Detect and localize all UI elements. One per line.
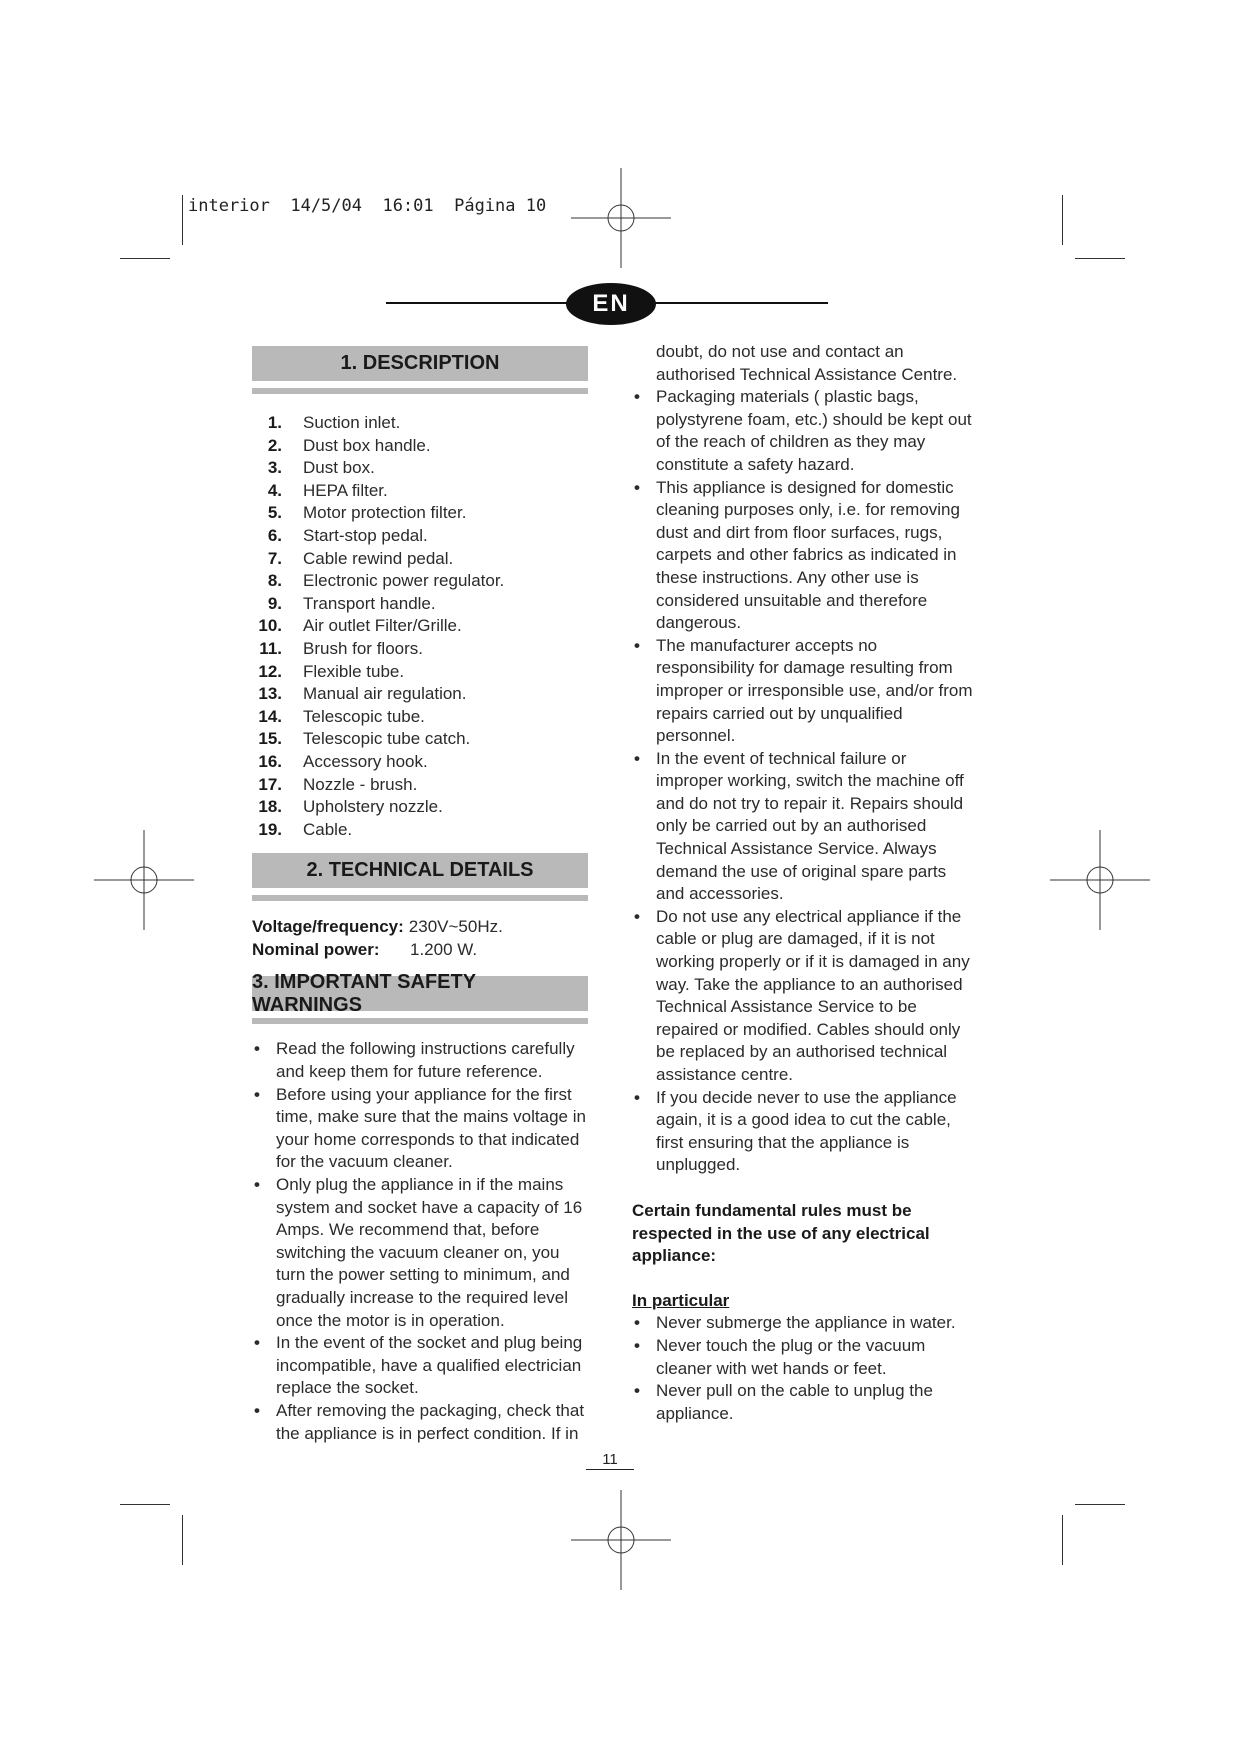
bullet-icon: •	[254, 1039, 260, 1059]
description-item	[252, 548, 588, 571]
bullet-text: Read the following instructions carefully and keep them for future reference.	[276, 1039, 575, 1082]
power-label: Nominal power:	[252, 939, 380, 959]
item-text: Telescopic tube catch.	[303, 729, 471, 749]
description-item	[252, 412, 588, 435]
bullet-icon: •	[254, 1084, 260, 1104]
item-text: Brush for floors.	[303, 638, 423, 658]
registration-mark-left	[94, 830, 194, 930]
bullet-text: Packaging materials ( plastic bags, polystyrene foam, etc.) should be kept out of the reach of children as they may constitute a safety hazard.	[656, 387, 972, 474]
item-text: Air outlet Filter/Grille.	[303, 616, 462, 636]
description-item	[252, 480, 588, 503]
voltage-value: 230V~50Hz.	[408, 917, 503, 937]
description-item	[252, 661, 588, 684]
bullet-text: Do not use any electrical appliance if the cable or plug are damaged, if it is not working properly or if it is damaged in any way. Take the appliance to an authorised Technical Assistance Service to be repaired or modified. Cables should only be replaced by an authorised technical assistance centre.	[656, 906, 970, 1084]
bullet-text: After removing the packaging, check that the appliance is in perfect condition. If in	[276, 1400, 585, 1443]
rules-heading: Certain fundamental rules must be respected in the use of any electrical appliance:	[632, 1200, 930, 1266]
crop-mark	[1062, 1515, 1063, 1565]
right-column	[632, 341, 977, 1425]
bullet-text: This appliance is designed for domestic cleaning purposes only, i.e. for removing dust and dirt from floor surfaces, rugs, carpets and other fabrics as indicated in these instructions. Any other use is considered unsuitable and therefore dangerous.	[656, 477, 960, 633]
item-text: HEPA filter.	[303, 480, 388, 500]
item-number: 15.	[258, 729, 282, 749]
description-item	[252, 683, 588, 706]
bullet-text: Only plug the appliance in if the mains system and socket have a capacity of 16 Amps. We recommend that, before switching the vacuum cleaner on, you turn the power setting to minimum, and gradually increase to the required level once the motor is in operation.	[276, 1175, 583, 1330]
description-item	[252, 457, 588, 480]
item-number: 3.	[267, 458, 282, 478]
bullet-icon: •	[634, 748, 640, 768]
description-item	[252, 706, 588, 729]
bullet-icon: •	[254, 1175, 260, 1195]
item-text: Cable rewind pedal.	[303, 548, 454, 568]
bullet-text: Before using your appliance for the first time, make sure that the mains voltage in your home corresponds to that indicated for the vacuum cleaner.	[276, 1084, 586, 1172]
bullet-icon: •	[634, 387, 640, 407]
bullet-icon: •	[634, 906, 640, 926]
in-particular-heading: In particular	[632, 1290, 730, 1310]
item-number: 9.	[267, 593, 282, 613]
bullet-icon: •	[634, 477, 640, 497]
item-number: 5.	[267, 503, 282, 523]
bullet-item	[632, 906, 977, 1087]
crop-mark	[1075, 1504, 1125, 1505]
bullet-icon: •	[634, 1335, 640, 1355]
item-text: Motor protection filter.	[303, 503, 467, 523]
description-item	[252, 728, 588, 751]
section-divider	[252, 388, 588, 394]
bullet-item	[632, 1087, 977, 1177]
bullet-text: In the event of technical failure or improper working, switch the machine off and do not try to repair it. Repairs should only be carried out by an authorised Technical Assistance Service. Always demand the use of original spare parts and accessories.	[656, 748, 964, 904]
bullet-text: Never submerge the appliance in water.	[656, 1313, 956, 1333]
tech-row-power	[252, 939, 588, 962]
item-text: Transport handle.	[303, 593, 436, 613]
item-number: 6.	[267, 525, 282, 545]
item-text: Nozzle - brush.	[303, 774, 418, 794]
item-text: Electronic power regulator.	[303, 571, 505, 591]
bullet-icon: •	[634, 635, 640, 655]
description-item	[252, 502, 588, 525]
crop-mark	[182, 195, 183, 245]
item-number: 7.	[267, 548, 282, 568]
item-number: 17.	[258, 774, 282, 794]
bullet-item	[632, 748, 977, 906]
item-text: Suction inlet.	[303, 413, 401, 432]
bullet-item	[252, 1332, 588, 1400]
item-number: 19.	[258, 819, 282, 839]
item-number: 8.	[267, 571, 282, 591]
section-heading-safety: 3. IMPORTANT SAFETY WARNINGS	[252, 976, 588, 1011]
left-column	[252, 346, 588, 1445]
registration-mark-right	[1050, 830, 1150, 930]
bullet-text: Never pull on the cable to unplug the appliance.	[656, 1381, 933, 1423]
crop-mark	[120, 258, 170, 259]
crop-mark	[1062, 195, 1063, 245]
bullet-item	[632, 1335, 977, 1380]
item-number: 12.	[258, 661, 282, 681]
description-item	[252, 638, 588, 661]
item-number: 13.	[258, 684, 282, 704]
item-text: Dust box handle.	[303, 435, 431, 455]
item-text: Accessory hook.	[303, 751, 428, 771]
description-item	[252, 593, 588, 616]
bullet-icon: •	[254, 1333, 260, 1353]
bullet-text: If you decide never to use the appliance again, it is a good idea to cut the cable, first ensuring that the appliance is unplugged.	[656, 1087, 957, 1175]
bullet-icon: •	[634, 1087, 640, 1107]
item-number: 16.	[258, 751, 282, 771]
technical-details	[252, 916, 588, 961]
item-number: 10.	[258, 616, 282, 636]
bullet-item	[632, 635, 977, 748]
item-number: 18.	[258, 797, 282, 817]
item-number: 4.	[267, 480, 282, 500]
section-heading-technical: 2. TECHNICAL DETAILS	[252, 853, 588, 888]
item-text: Telescopic tube.	[303, 706, 425, 726]
description-item	[252, 819, 588, 842]
bullet-item	[632, 386, 977, 476]
continuation-text: doubt, do not use and contact an authorised Technical Assistance Centre.	[656, 342, 958, 384]
bullet-item	[632, 1312, 977, 1335]
item-text: Dust box.	[303, 458, 375, 478]
description-list	[252, 412, 588, 841]
description-item	[252, 570, 588, 593]
item-text: Start-stop pedal.	[303, 525, 428, 545]
section-heading-description: 1. DESCRIPTION	[252, 346, 588, 381]
item-text: Manual air regulation.	[303, 684, 467, 704]
crop-mark	[1075, 258, 1125, 259]
crop-mark	[182, 1515, 183, 1565]
section-divider	[252, 1018, 588, 1024]
item-number: 11.	[259, 638, 282, 658]
bullet-text: Never touch the plug or the vacuum cleaner with wet hands or feet.	[656, 1335, 926, 1378]
crop-mark	[120, 1504, 170, 1505]
bullet-text: The manufacturer accepts no responsibility for damage resulting from improper or irresponsible use, and/or from repairs carried out by unqualified personnel.	[656, 635, 973, 746]
bullet-item	[252, 1400, 588, 1445]
description-item	[252, 796, 588, 819]
tech-row-voltage	[252, 916, 588, 939]
bullet-icon: •	[254, 1400, 260, 1420]
safety-list-right	[632, 386, 977, 1177]
item-number: 14.	[258, 706, 282, 726]
item-number: 2.	[267, 435, 282, 455]
bullet-item	[632, 1380, 977, 1425]
voltage-label: Voltage/frequency:	[252, 917, 404, 937]
bullet-item	[252, 1084, 588, 1174]
bullet-icon: •	[634, 1381, 640, 1401]
registration-mark-top	[571, 168, 671, 268]
bullet-item	[252, 1174, 588, 1332]
item-text: Flexible tube.	[303, 661, 405, 681]
particular-list	[632, 1312, 977, 1425]
bullet-item	[252, 1038, 588, 1083]
language-badge: EN	[566, 283, 656, 325]
bullet-text: In the event of the socket and plug being incompatible, have a qualified electrician replace the socket.	[276, 1333, 583, 1398]
description-item	[252, 774, 588, 797]
section-divider	[252, 895, 588, 901]
description-item	[252, 525, 588, 548]
description-item	[252, 435, 588, 458]
item-text: Cable.	[303, 819, 353, 839]
item-number: 1.	[267, 413, 282, 432]
description-item	[252, 615, 588, 638]
item-text: Upholstery nozzle.	[303, 797, 443, 817]
safety-list-left	[252, 1038, 588, 1445]
print-slug: interior 14/5/04 16:01 Página 10	[188, 196, 547, 216]
power-value: 1.200 W.	[410, 939, 478, 959]
registration-mark-bottom	[571, 1490, 671, 1590]
bullet-item	[632, 477, 977, 635]
page-number: 11	[586, 1451, 634, 1470]
description-item	[252, 751, 588, 774]
bullet-icon: •	[634, 1313, 640, 1333]
